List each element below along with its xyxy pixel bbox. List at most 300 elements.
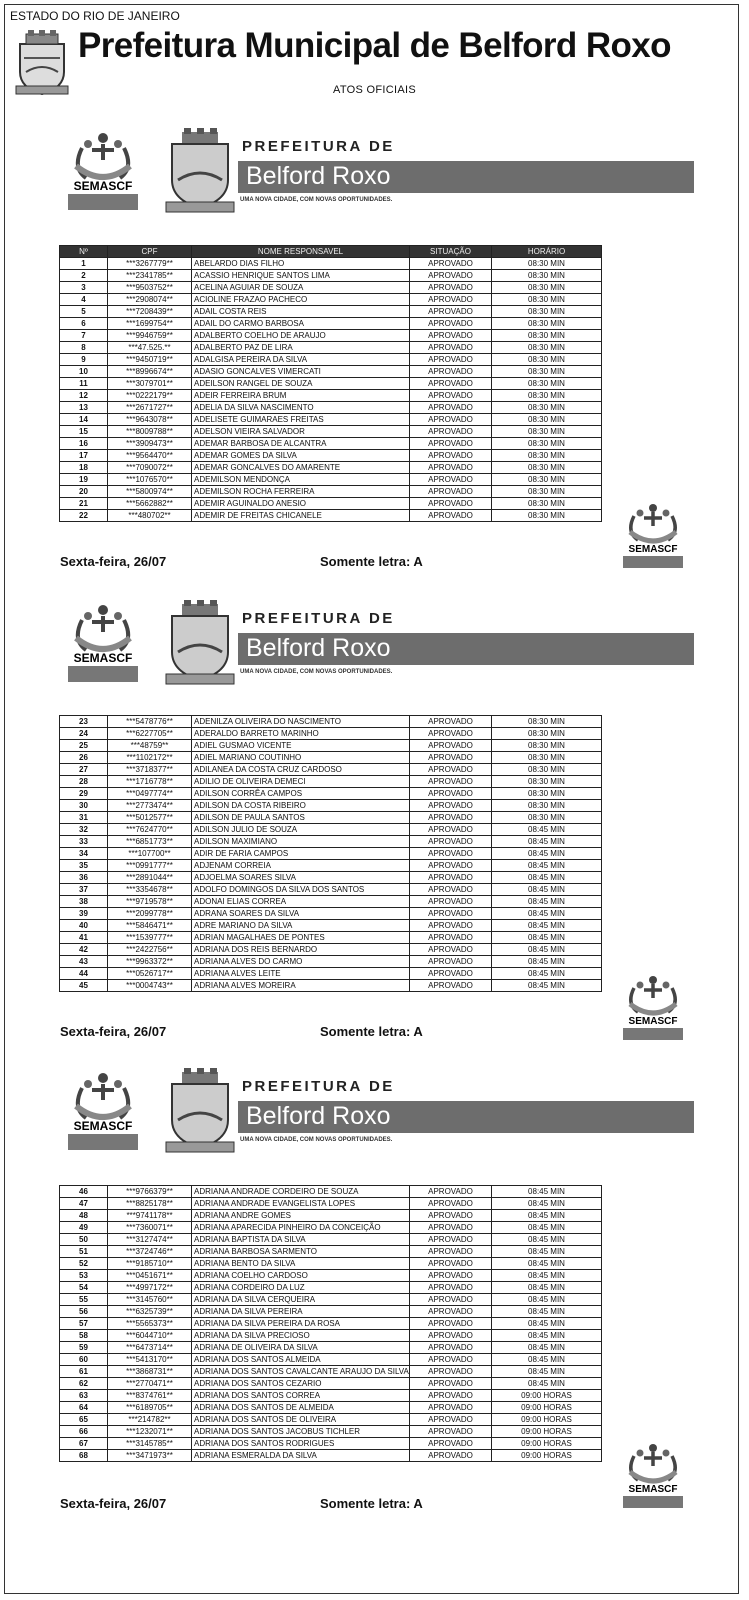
table-row [60, 366, 602, 378]
row-cpf: ***1102172** [108, 752, 192, 764]
row-status: APROVADO [410, 1198, 492, 1210]
row-cpf: ***2891044** [108, 872, 192, 884]
row-status: APROVADO [410, 872, 492, 884]
row-name: ADILSON CORRÊA CAMPOS [192, 788, 410, 800]
row-name: ADELSON VIEIRA SALVADOR [192, 426, 410, 438]
row-status: APROVADO [410, 1366, 492, 1378]
row-time: 08:30 MIN [492, 318, 602, 330]
row-number: 6 [60, 318, 108, 330]
row-time: 08:45 MIN [492, 932, 602, 944]
section-1 [0, 128, 749, 598]
column-header: HORÁRIO [492, 246, 602, 258]
table-row [60, 342, 602, 354]
table-row [60, 980, 602, 992]
semascf-logo-icon [618, 972, 688, 1044]
prefeitura-crest-icon [164, 600, 236, 690]
row-number: 54 [60, 1282, 108, 1294]
row-time: 09:00 HORAS [492, 1402, 602, 1414]
row-number: 29 [60, 788, 108, 800]
row-cpf: ***5478776** [108, 716, 192, 728]
row-number: 5 [60, 306, 108, 318]
row-number: 51 [60, 1246, 108, 1258]
table-row [60, 1450, 602, 1462]
row-time: 08:45 MIN [492, 956, 602, 968]
row-cpf: ***6325739** [108, 1306, 192, 1318]
row-time: 08:30 MIN [492, 788, 602, 800]
row-name: ADOLFO DOMINGOS DA SILVA DOS SANTOS [192, 884, 410, 896]
row-number: 38 [60, 896, 108, 908]
row-number: 42 [60, 944, 108, 956]
row-status: APROVADO [410, 920, 492, 932]
row-status: APROVADO [410, 980, 492, 992]
table-row [60, 1186, 602, 1198]
row-time: 08:30 MIN [492, 510, 602, 522]
row-cpf: ***7208439** [108, 306, 192, 318]
row-number: 26 [60, 752, 108, 764]
table-header-row [60, 246, 602, 258]
table-row [60, 294, 602, 306]
row-time: 08:45 MIN [492, 896, 602, 908]
row-status: APROVADO [410, 1378, 492, 1390]
row-status: APROVADO [410, 1450, 492, 1462]
table-row [60, 1258, 602, 1270]
row-time: 08:30 MIN [492, 402, 602, 414]
row-status: APROVADO [410, 776, 492, 788]
row-status: APROVADO [410, 1246, 492, 1258]
row-cpf: ***9450719** [108, 354, 192, 366]
row-status: APROVADO [410, 486, 492, 498]
row-status: APROVADO [410, 306, 492, 318]
row-name: ADRIANA ESMERALDA DA SILVA [192, 1450, 410, 1462]
row-number: 43 [60, 956, 108, 968]
semascf-logo-icon [62, 600, 144, 690]
row-status: APROVADO [410, 848, 492, 860]
row-cpf: ***2773474** [108, 800, 192, 812]
row-name: ADEMILSON ROCHA FERREIRA [192, 486, 410, 498]
row-cpf: ***9946759** [108, 330, 192, 342]
row-name: ADEMAR GONCALVES DO AMARENTE [192, 462, 410, 474]
row-status: APROVADO [410, 728, 492, 740]
row-cpf: ***0451671** [108, 1270, 192, 1282]
row-name: ADRANA SOARES DA SILVA [192, 908, 410, 920]
row-name: ADRIANA ANDRADE CORDEIRO DE SOUZA [192, 1186, 410, 1198]
row-time: 08:45 MIN [492, 944, 602, 956]
row-cpf: ***3079701** [108, 378, 192, 390]
row-status: APROVADO [410, 716, 492, 728]
row-name: ADALGISA PEREIRA DA SILVA [192, 354, 410, 366]
row-name: ADRIANA DA SILVA CERQUEIRA [192, 1294, 410, 1306]
row-time: 08:45 MIN [492, 860, 602, 872]
row-cpf: ***107700** [108, 848, 192, 860]
row-cpf: ***9741178** [108, 1210, 192, 1222]
row-name: ADERALDO BARRETO MARINHO [192, 728, 410, 740]
page-subtitle: ATOS OFICIAIS [333, 84, 416, 96]
row-status: APROVADO [410, 764, 492, 776]
row-time: 09:00 HORAS [492, 1426, 602, 1438]
row-time: 08:45 MIN [492, 1282, 602, 1294]
row-status: APROVADO [410, 1390, 492, 1402]
row-name: ADALBERTO COELHO DE ARAUJO [192, 330, 410, 342]
row-number: 40 [60, 920, 108, 932]
row-number: 37 [60, 884, 108, 896]
row-name: ADRIANA DOS SANTOS DE ALMEIDA [192, 1402, 410, 1414]
row-cpf: ***0526717** [108, 968, 192, 980]
row-status: APROVADO [410, 1426, 492, 1438]
row-name: ADRIANA COELHO CARDOSO [192, 1270, 410, 1282]
row-name: ADRIANA DA SILVA PEREIRA DA ROSA [192, 1318, 410, 1330]
row-name: ADRIANA DOS SANTOS ALMEIDA [192, 1354, 410, 1366]
row-name: ABELARDO DIAS FILHO [192, 258, 410, 270]
banner-slogan: UMA NOVA CIDADE, COM NOVAS OPORTUNIDADES. [240, 1137, 393, 1143]
row-number: 41 [60, 932, 108, 944]
row-status: APROVADO [410, 1402, 492, 1414]
row-name: ADELISETE GUIMARAES FREITAS [192, 414, 410, 426]
row-number: 9 [60, 354, 108, 366]
table-row [60, 486, 602, 498]
row-number: 23 [60, 716, 108, 728]
row-name: ADAIL COSTA REIS [192, 306, 410, 318]
table-row [60, 716, 602, 728]
row-status: APROVADO [410, 258, 492, 270]
row-number: 24 [60, 728, 108, 740]
row-name: ADEMILSON MENDONÇA [192, 474, 410, 486]
row-time: 09:00 HORAS [492, 1414, 602, 1426]
row-cpf: ***1232071** [108, 1426, 192, 1438]
row-cpf: ***3724746** [108, 1246, 192, 1258]
row-cpf: ***5012577** [108, 812, 192, 824]
row-number: 39 [60, 908, 108, 920]
table-row [60, 1222, 602, 1234]
row-time: 08:45 MIN [492, 1366, 602, 1378]
row-cpf: ***9564470** [108, 450, 192, 462]
row-time: 08:30 MIN [492, 752, 602, 764]
row-cpf: ***3718377** [108, 764, 192, 776]
svg-text:SEMASCF: SEMASCF [73, 179, 133, 193]
row-time: 08:30 MIN [492, 282, 602, 294]
row-time: 08:30 MIN [492, 498, 602, 510]
row-cpf: ***9643078** [108, 414, 192, 426]
row-cpf: ***9719578** [108, 896, 192, 908]
row-time: 08:45 MIN [492, 908, 602, 920]
footer-letter: Somente letra: A [320, 554, 423, 569]
row-status: APROVADO [410, 474, 492, 486]
table-row [60, 498, 602, 510]
row-name: ADIEL MARIANO COUTINHO [192, 752, 410, 764]
row-status: APROVADO [410, 402, 492, 414]
table-row [60, 270, 602, 282]
table-row [60, 800, 602, 812]
row-time: 08:45 MIN [492, 1198, 602, 1210]
semascf-logo-icon [62, 128, 144, 218]
table-row [60, 462, 602, 474]
row-name: ADONAI ELIAS CORREA [192, 896, 410, 908]
row-cpf: ***6227705** [108, 728, 192, 740]
row-status: APROVADO [410, 1330, 492, 1342]
row-name: ADRIANA BAPTISTA DA SILVA [192, 1234, 410, 1246]
svg-text:SEMASCF: SEMASCF [73, 1119, 133, 1133]
row-name: ADEMAR BARBOSA DE ALCANTRA [192, 438, 410, 450]
row-name: ADRIAN MAGALHAES DE PONTES [192, 932, 410, 944]
row-time: 08:30 MIN [492, 740, 602, 752]
row-name: ADIEL GUSMAO VICENTE [192, 740, 410, 752]
row-time: 08:45 MIN [492, 1378, 602, 1390]
table-row [60, 812, 602, 824]
table-row [60, 896, 602, 908]
table-row [60, 510, 602, 522]
row-name: ADRIANA DOS SANTOS CAVALCANTE ARAUJO DA SILVA [192, 1366, 410, 1378]
row-time: 08:30 MIN [492, 366, 602, 378]
row-cpf: ***4997172** [108, 1282, 192, 1294]
row-number: 2 [60, 270, 108, 282]
row-time: 08:45 MIN [492, 848, 602, 860]
row-cpf: ***6851773** [108, 836, 192, 848]
table-row [60, 1354, 602, 1366]
row-number: 8 [60, 342, 108, 354]
row-number: 62 [60, 1378, 108, 1390]
table-row [60, 1402, 602, 1414]
row-name: ADILSON MAXIMIANO [192, 836, 410, 848]
row-time: 08:30 MIN [492, 414, 602, 426]
row-cpf: ***48759** [108, 740, 192, 752]
row-cpf: ***0991777** [108, 860, 192, 872]
footer-date: Sexta-feira, 26/07 [60, 1024, 167, 1039]
row-status: APROVADO [410, 330, 492, 342]
row-cpf: ***3127474** [108, 1234, 192, 1246]
table-row [60, 884, 602, 896]
row-name: ADRIANA DE OLIVEIRA DA SILVA [192, 1342, 410, 1354]
table-row [60, 728, 602, 740]
table-row [60, 1270, 602, 1282]
table-row [60, 1342, 602, 1354]
row-name: ADRIANA DOS SANTOS RODRIGUES [192, 1438, 410, 1450]
row-name: ADEILSON RANGEL DE SOUZA [192, 378, 410, 390]
row-cpf: ***1539777** [108, 932, 192, 944]
table-row [60, 1306, 602, 1318]
row-cpf: ***5662882** [108, 498, 192, 510]
row-status: APROVADO [410, 1414, 492, 1426]
row-name: ADRE MARIANO DA SILVA [192, 920, 410, 932]
table-row [60, 258, 602, 270]
row-cpf: ***2341785** [108, 270, 192, 282]
row-cpf: ***214782** [108, 1414, 192, 1426]
row-number: 3 [60, 282, 108, 294]
registration-table [59, 1185, 602, 1462]
row-time: 08:45 MIN [492, 824, 602, 836]
row-cpf: ***5413170** [108, 1354, 192, 1366]
table-row [60, 1198, 602, 1210]
row-number: 46 [60, 1186, 108, 1198]
row-time: 08:30 MIN [492, 800, 602, 812]
table-row [60, 1282, 602, 1294]
row-status: APROVADO [410, 1438, 492, 1450]
row-number: 47 [60, 1198, 108, 1210]
row-cpf: ***9185710** [108, 1258, 192, 1270]
row-cpf: ***1716778** [108, 776, 192, 788]
row-name: ADRIANA ANDRE GOMES [192, 1210, 410, 1222]
row-number: 19 [60, 474, 108, 486]
semascf-logo-icon [62, 1068, 144, 1158]
table-row [60, 872, 602, 884]
row-name: ADEMIR AGUINALDO ANESIO [192, 498, 410, 510]
row-cpf: ***3868731** [108, 1366, 192, 1378]
table-row [60, 1426, 602, 1438]
banner-slogan: UMA NOVA CIDADE, COM NOVAS OPORTUNIDADES. [240, 669, 393, 675]
svg-text:SEMASCF: SEMASCF [73, 651, 133, 665]
row-cpf: ***3145760** [108, 1294, 192, 1306]
table-row [60, 1438, 602, 1450]
row-cpf: ***5565373** [108, 1318, 192, 1330]
banner-city-name: Belford Roxo [246, 634, 391, 662]
row-name: ADRIANA APARECIDA PINHEIRO DA CONCEIÇÃO [192, 1222, 410, 1234]
table-row [60, 1210, 602, 1222]
row-time: 08:45 MIN [492, 1234, 602, 1246]
row-number: 17 [60, 450, 108, 462]
row-time: 08:45 MIN [492, 1330, 602, 1342]
row-status: APROVADO [410, 860, 492, 872]
row-name: ADEIR FERREIRA BRUM [192, 390, 410, 402]
row-status: APROVADO [410, 462, 492, 474]
row-number: 14 [60, 414, 108, 426]
row-cpf: ***3471973** [108, 1450, 192, 1462]
row-number: 18 [60, 462, 108, 474]
table-row [60, 330, 602, 342]
row-number: 58 [60, 1330, 108, 1342]
row-number: 15 [60, 426, 108, 438]
table-row [60, 920, 602, 932]
svg-text:SEMASCF: SEMASCF [628, 1016, 678, 1027]
row-cpf: ***1699754** [108, 318, 192, 330]
row-cpf: ***2422756** [108, 944, 192, 956]
table-row [60, 450, 602, 462]
row-time: 08:30 MIN [492, 474, 602, 486]
registration-table [59, 245, 602, 522]
page-title: Prefeitura Municipal de Belford Roxo [78, 26, 671, 65]
row-name: ADAIL DO CARMO BARBOSA [192, 318, 410, 330]
table-row [60, 390, 602, 402]
row-time: 08:30 MIN [492, 450, 602, 462]
row-number: 11 [60, 378, 108, 390]
table-row [60, 944, 602, 956]
row-time: 08:45 MIN [492, 1306, 602, 1318]
row-cpf: ***1076570** [108, 474, 192, 486]
prefeitura-banner [164, 600, 704, 692]
row-name: ADILSON DA COSTA RIBEIRO [192, 800, 410, 812]
row-name: ADIR DE FARIA CAMPOS [192, 848, 410, 860]
row-number: 7 [60, 330, 108, 342]
row-time: 09:00 HORAS [492, 1450, 602, 1462]
row-cpf: ***2099778** [108, 908, 192, 920]
banner-slogan: UMA NOVA CIDADE, COM NOVAS OPORTUNIDADES. [240, 197, 393, 203]
row-number: 35 [60, 860, 108, 872]
row-name: ADRIANA ALVES MOREIRA [192, 980, 410, 992]
column-header: NOME RESPONSAVEL [192, 246, 410, 258]
row-number: 53 [60, 1270, 108, 1282]
row-number: 32 [60, 824, 108, 836]
row-status: APROVADO [410, 1294, 492, 1306]
row-time: 08:45 MIN [492, 968, 602, 980]
row-number: 61 [60, 1366, 108, 1378]
row-name: ADJOELMA SOARES SILVA [192, 872, 410, 884]
row-number: 64 [60, 1402, 108, 1414]
row-time: 08:30 MIN [492, 776, 602, 788]
row-time: 08:45 MIN [492, 1222, 602, 1234]
row-number: 49 [60, 1222, 108, 1234]
table-row [60, 1330, 602, 1342]
row-time: 08:30 MIN [492, 330, 602, 342]
table-row [60, 426, 602, 438]
row-name: ADEMIR DE FREITAS CHICANELE [192, 510, 410, 522]
row-time: 08:30 MIN [492, 764, 602, 776]
row-status: APROVADO [410, 1186, 492, 1198]
row-name: ADILANEA DA COSTA CRUZ CARDOSO [192, 764, 410, 776]
row-status: APROVADO [410, 1306, 492, 1318]
row-time: 08:30 MIN [492, 716, 602, 728]
row-name: ADRIANA CORDEIRO DA LUZ [192, 1282, 410, 1294]
row-number: 34 [60, 848, 108, 860]
row-number: 57 [60, 1318, 108, 1330]
row-status: APROVADO [410, 908, 492, 920]
table-row [60, 306, 602, 318]
table-row [60, 1378, 602, 1390]
row-number: 36 [60, 872, 108, 884]
row-cpf: ***6044710** [108, 1330, 192, 1342]
row-time: 08:45 MIN [492, 884, 602, 896]
row-cpf: ***5800974** [108, 486, 192, 498]
row-name: ADENILZA OLIVEIRA DO NASCIMENTO [192, 716, 410, 728]
column-header: Nº [60, 246, 108, 258]
row-cpf: ***8374761** [108, 1390, 192, 1402]
row-name: ADRIANA DOS SANTOS DE OLIVEIRA [192, 1414, 410, 1426]
svg-text:SEMASCF: SEMASCF [628, 544, 678, 555]
row-name: ADILSON DE PAULA SANTOS [192, 812, 410, 824]
row-name: ADRIANA ALVES DO CARMO [192, 956, 410, 968]
row-cpf: ***9766379** [108, 1186, 192, 1198]
row-status: APROVADO [410, 282, 492, 294]
row-status: APROVADO [410, 1258, 492, 1270]
row-name: ADEMAR GOMES DA SILVA [192, 450, 410, 462]
row-status: APROVADO [410, 836, 492, 848]
row-cpf: ***2770471** [108, 1378, 192, 1390]
row-number: 27 [60, 764, 108, 776]
row-number: 30 [60, 800, 108, 812]
row-cpf: ***3909473** [108, 438, 192, 450]
prefeitura-crest-icon [164, 128, 236, 218]
row-name: ADILSON JULIO DE SOUZA [192, 824, 410, 836]
row-status: APROVADO [410, 956, 492, 968]
row-name: ADELIA DA SILVA NASCIMENTO [192, 402, 410, 414]
table-row [60, 1234, 602, 1246]
row-number: 56 [60, 1306, 108, 1318]
row-cpf: ***3354678** [108, 884, 192, 896]
table-row [60, 788, 602, 800]
table-row [60, 776, 602, 788]
row-time: 08:30 MIN [492, 294, 602, 306]
row-number: 55 [60, 1294, 108, 1306]
row-status: APROVADO [410, 812, 492, 824]
row-number: 67 [60, 1438, 108, 1450]
table-row [60, 414, 602, 426]
row-status: APROVADO [410, 896, 492, 908]
svg-text:SEMASCF: SEMASCF [628, 1484, 678, 1495]
row-cpf: ***6189705** [108, 1402, 192, 1414]
row-time: 08:30 MIN [492, 728, 602, 740]
row-cpf: ***8009788** [108, 426, 192, 438]
row-status: APROVADO [410, 1222, 492, 1234]
row-status: APROVADO [410, 438, 492, 450]
prefeitura-banner [164, 128, 704, 220]
row-status: APROVADO [410, 270, 492, 282]
row-name: ADRIANA DA SILVA PRECIOSO [192, 1330, 410, 1342]
